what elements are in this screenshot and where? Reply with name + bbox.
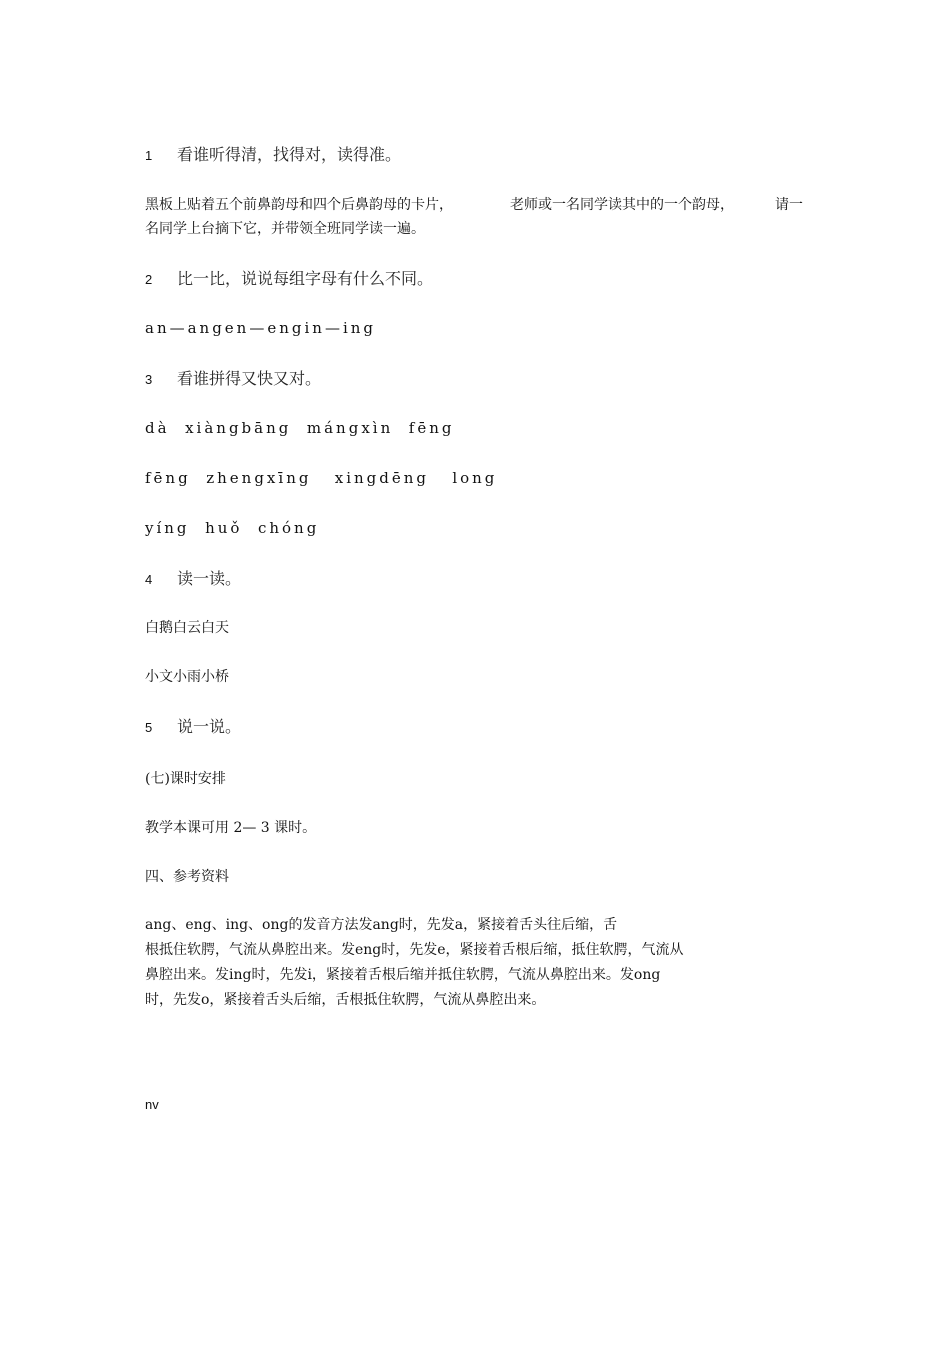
footer-text: nv <box>145 1097 159 1112</box>
reference-heading: 四、参考资料 <box>145 869 229 885</box>
reference-line-1: ang、eng、ing、ong的发音方法发ang时，先发a，紧接着舌头往后缩，舌 <box>145 917 618 933</box>
pinyin-line-1: dà xiàngbāng mángxìn fēng <box>145 419 455 437</box>
pinyin-line-3: yíng huǒ chóng <box>145 519 320 537</box>
schedule-text: 教学本课可用 2— 3 课时。 <box>145 820 317 836</box>
read-line-1: 白鹅白云白天 <box>145 620 229 636</box>
section-1-heading <box>145 144 401 167</box>
paragraph-1-part-a: 黑板上贴着五个前鼻韵母和四个后鼻韵母的卡片， <box>145 197 453 213</box>
section-4-heading <box>145 568 241 591</box>
section-5-heading <box>145 716 241 739</box>
section-number: 3 <box>145 372 153 387</box>
reference-line-2: 根抵住软腭，气流从鼻腔出来。发eng时，先发e，紧接着舌根后缩，抵住软腭，气流从 <box>145 942 684 958</box>
section-number: 4 <box>145 572 153 587</box>
reference-line-3: 鼻腔出来。发ing时，先发i，紧接着舌根后缩并抵住软腭，气流从鼻腔出来。发ong <box>145 967 661 983</box>
section-3-heading <box>145 368 321 391</box>
compare-line: an—angen—engin—ing <box>145 319 377 337</box>
section-title: 读一读。 <box>177 569 242 588</box>
section-title: 比一比，说说每组字母有什么不同。 <box>177 269 434 288</box>
paragraph-1-part-c: 请一 <box>775 197 803 213</box>
paragraph-1-part-b: 老师或一名同学读其中的一个韵母， <box>510 197 734 213</box>
section-title: 看谁拼得又快又对。 <box>177 369 322 388</box>
section-title: 说一说。 <box>177 717 242 736</box>
section-number: 2 <box>145 272 153 287</box>
paragraph-1-line-2: 名同学上台摘下它，并带领全班同学读一遍。 <box>145 221 425 237</box>
read-line-2: 小文小雨小桥 <box>145 669 229 685</box>
section-title: 看谁听得清，找得对，读得准。 <box>177 145 402 164</box>
section-number: 5 <box>145 720 153 735</box>
reference-line-4: 时，先发o，紧接着舌头后缩，舌根抵住软腭，气流从鼻腔出来。 <box>145 992 546 1008</box>
section-2-heading <box>145 268 433 291</box>
schedule-heading: (七)课时安排 <box>145 771 226 787</box>
section-number: 1 <box>145 148 153 163</box>
pinyin-line-2: fēng zhengxīng xingdēng long <box>145 469 498 487</box>
